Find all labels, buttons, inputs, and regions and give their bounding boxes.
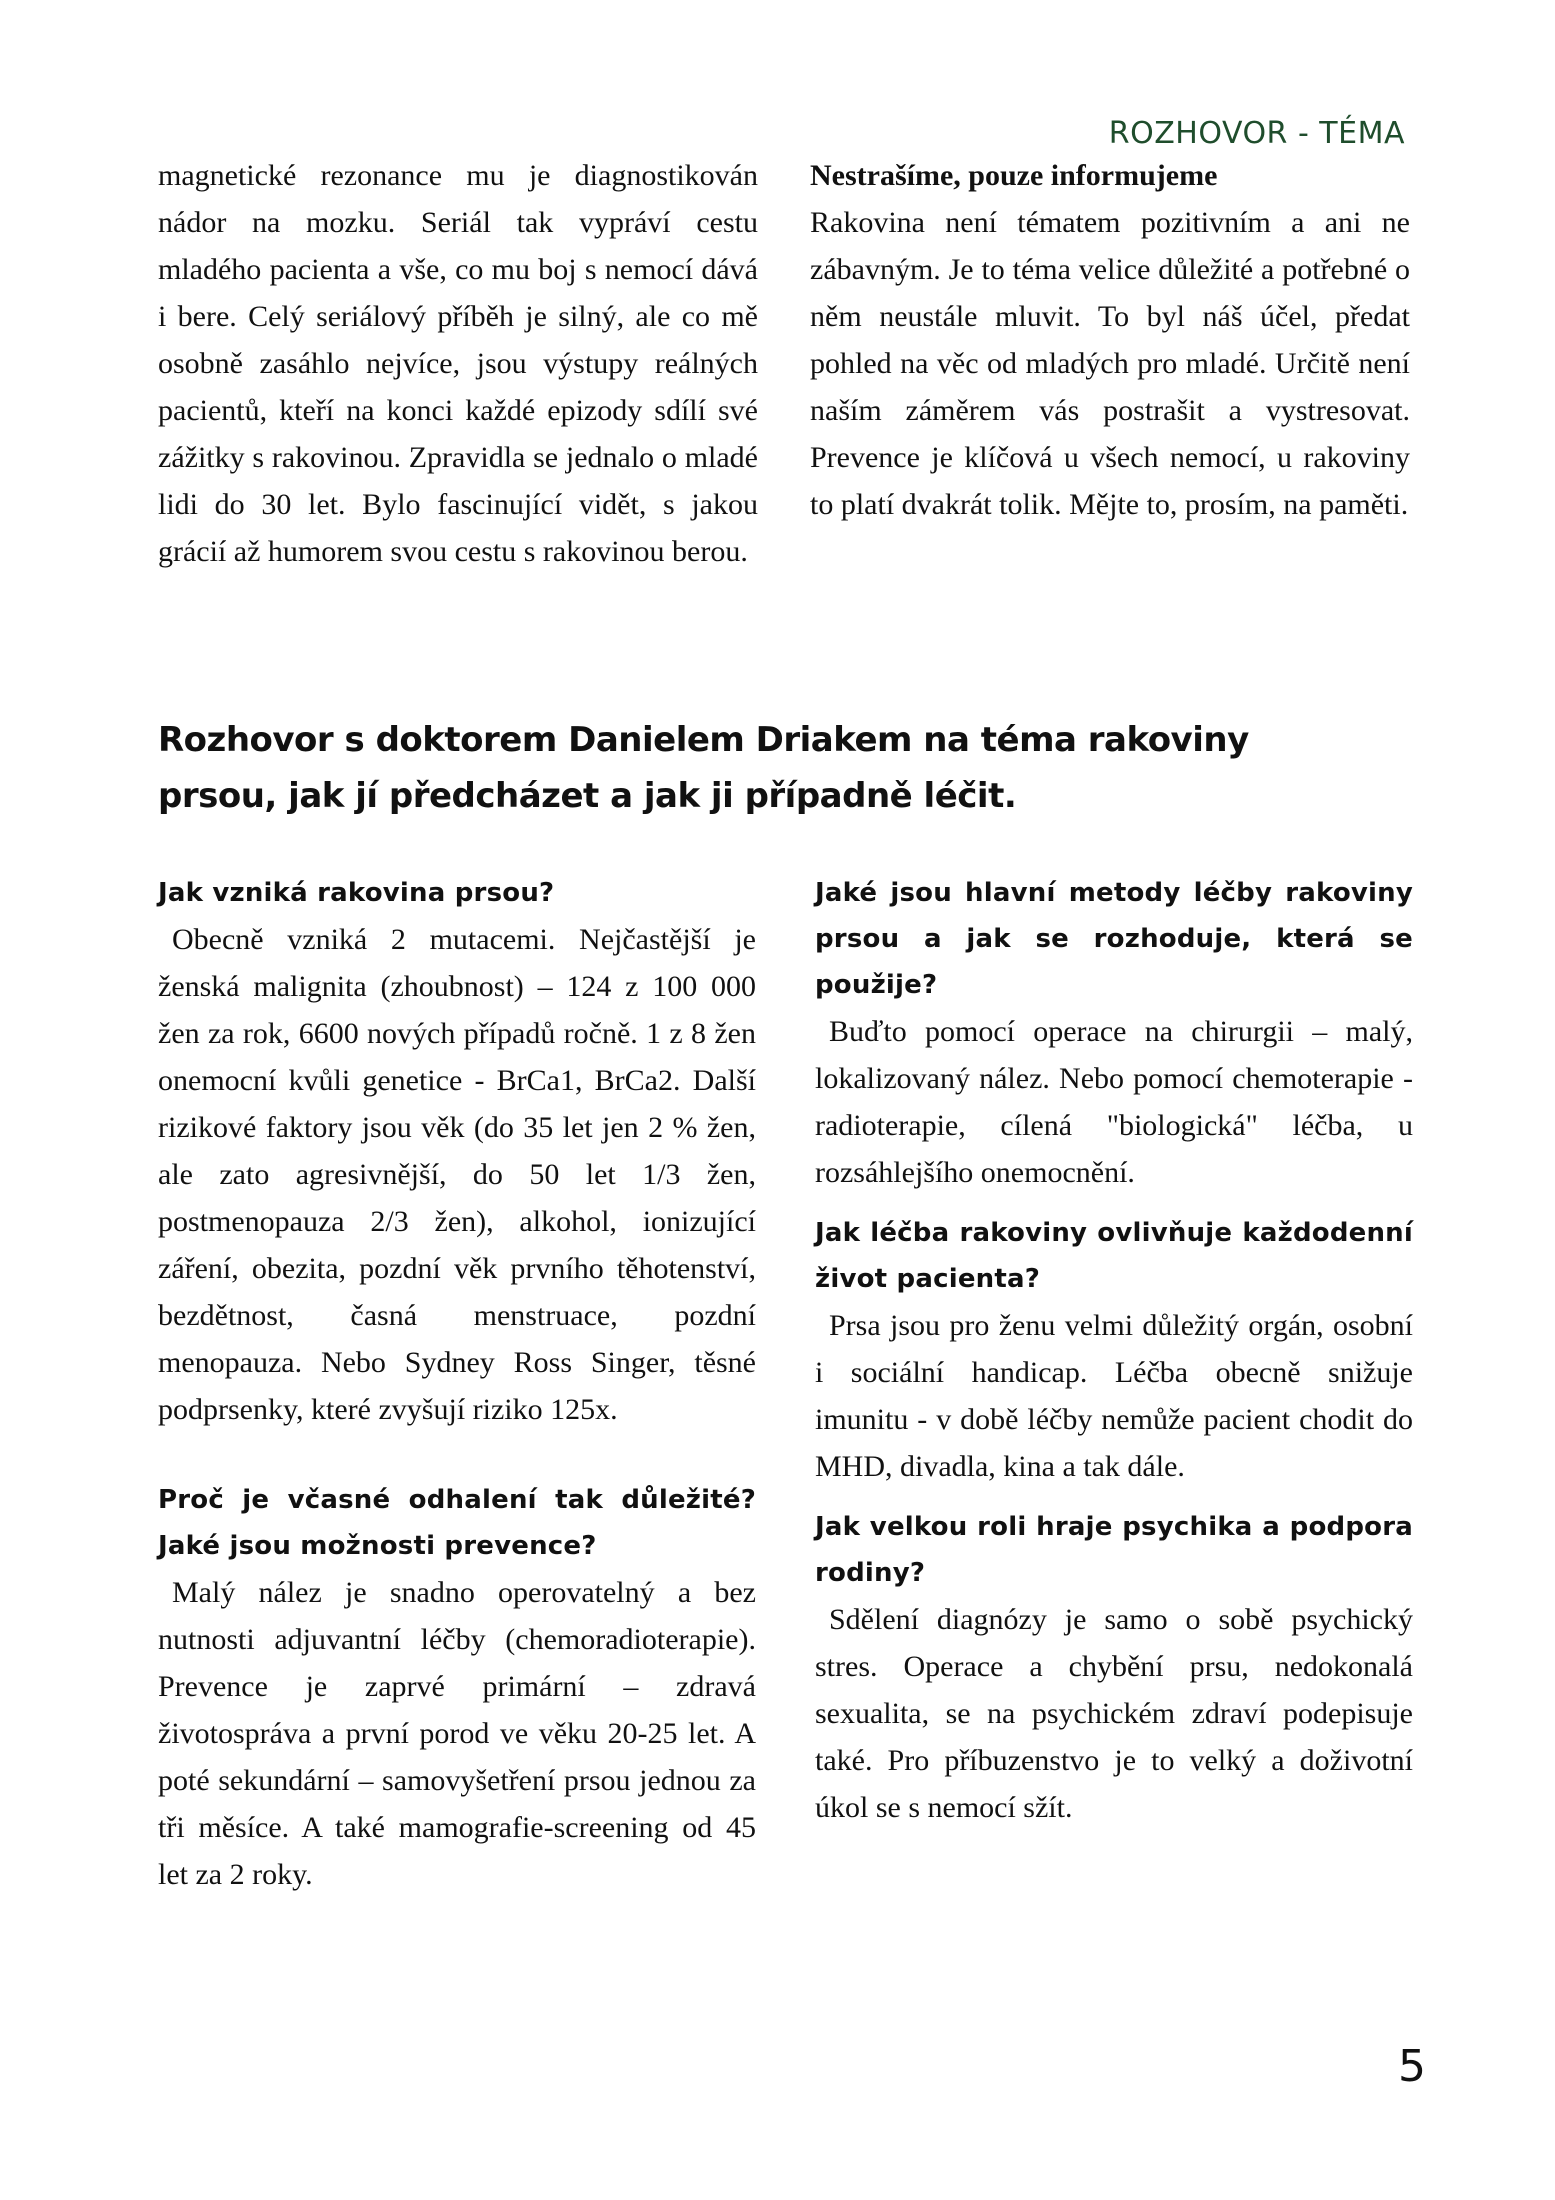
top-left-column <box>158 152 758 575</box>
qa-block <box>158 870 756 1433</box>
qa-block <box>815 1210 1413 1490</box>
interview-question: Jak vzniká rakovina prsou? <box>158 878 555 908</box>
interview-question: Proč je včasné odhalení tak důležité? Jaké jsou možnosti prevence? <box>158 1485 756 1561</box>
qa-block <box>815 1504 1413 1831</box>
interview-answer: Prsa jsou pro ženu velmi důležitý orgán, osobní i sociální handicap. Léčba obecně snižuje imunitu - v době léčby nemůže pacient chodit do MHD, divadla, kina a tak dále. <box>815 1309 1413 1483</box>
interview-question: Jak léčba rakoviny ovlivňuje každodenní život pacienta? <box>815 1218 1413 1294</box>
qa-block <box>158 1477 756 1898</box>
interview-answer: Buďto pomocí operace na chirurgii – malý, lokalizovaný nález. Nebo pomocí chemoterapie - radioterapie, cílená "biologická" léčba, u rozsáhlejšího onemocnění. <box>815 1015 1413 1189</box>
interview-left-column <box>158 870 756 1912</box>
interview-answer: Sdělení diagnózy je samo o sobě psychický stres. Operace a chybění prsu, nedokonalá sexualita, se na psychickém zdraví podepisuje také. Pro příbuzenstvo je to velký a doživotní úkol se s nemocí sžít. <box>815 1603 1413 1824</box>
interview-answer: Obecně vzniká 2 mutacemi. Nejčastější je ženská malignita (zhoubnost) – 124 z 100 000 žen za rok, 6600 nových případů ročně. 1 z 8 žen onemocní kvůli genetice - BrCa1, BrCa2. Další rizikové faktory jsou věk (do 35 let jen 2 % žen, ale zato agresivnější, do 50 let 1/3 žen, postmenopauza 2/3 žen), alkohol, ionizující záření, obezita, pozdní věk prvního těhotenství, bezdětnost, časná menstruace, pozdní menopauza. Nebo Sydney Ross Singer, těsné podprsenky, které zvyšují riziko 125x. <box>158 923 756 1426</box>
interview-question: Jak velkou roli hraje psychika a podpora rodiny? <box>815 1512 1413 1588</box>
article-paragraph: Rakovina není tématem pozitivním a ani ne zábavným. Je to téma velice důležité a potřebné o něm neustále mluvit. To byl náš účel, předat pohled na věc od mladých pro mladé. Určitě není naším záměrem vás postrašit a vystresovat. Prevence je klíčová u všech nemocí, u rakoviny to platí dvakrát tolik. Mějte to, prosím, na paměti. <box>810 206 1410 521</box>
interview-answer: Malý nález je snadno operovatelný a bez nutnosti adjuvantní léčby (chemoradioterapie). Prevence je zaprvé primární – zdravá životospráva a první porod ve věku 20-25 let. A poté sekundární – samovyšetření prsou jednou za tři měsíce. A také mamografie-screening od 45 let za 2 roky. <box>158 1576 756 1891</box>
article-subheading: Nestrašíme, pouze informujeme <box>810 159 1218 192</box>
section-label: ROZHOVOR - TÉMA <box>1108 116 1405 151</box>
interview-question: Jaké jsou hlavní metody léčby rakoviny prsou a jak se rozhoduje, která se použije? <box>815 878 1413 1000</box>
interview-right-column <box>815 870 1413 1845</box>
top-right-column <box>810 152 1410 528</box>
qa-block <box>815 870 1413 1196</box>
interview-title: Rozhovor s doktorem Danielem Driakem na téma rakoviny prsou, jak jí předcházet a jak ji případně léčit. <box>158 720 1249 816</box>
page-number: 5 <box>1398 2041 1426 2092</box>
series-article-paragraph: magnetické rezonance mu je diagnostikován nádor na mozku. Seriál tak vypráví cestu mladého pacienta a vše, co mu boj s nemocí dává i bere. Celý seriálový příběh je silný, ale co mě osobně zasáhlo nejvíce, jsou výstupy reálných pacientů, kteří na konci každé epizody sdílí své zážitky s rakovinou. Zpravidla se jednalo o mladé lidi do 30 let. Bylo fascinující vidět, s jakou grácií až humorem svou cestu s rakovinou berou. <box>158 159 758 568</box>
